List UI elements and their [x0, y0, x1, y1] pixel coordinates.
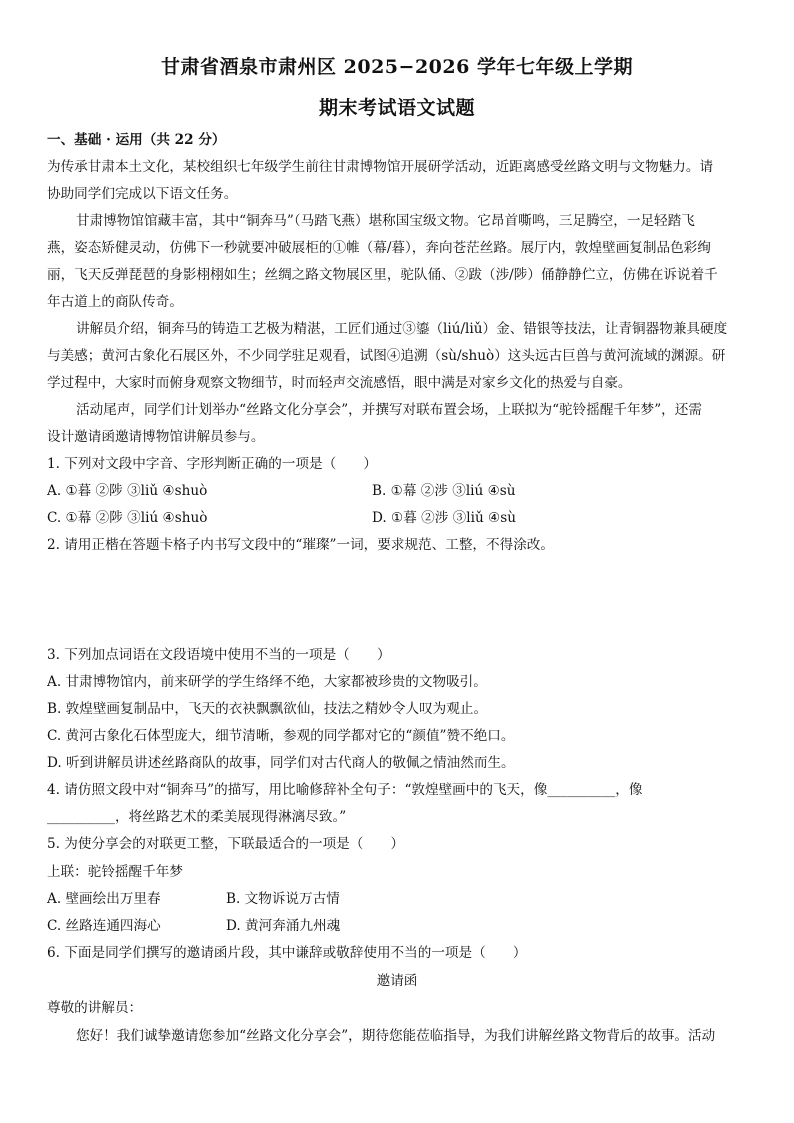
q1-option-a: A. ①暮 ②陟 ③liǔ ④shuò	[47, 483, 208, 499]
section-heading: 一、基础 · 运用（共 22 分）	[47, 132, 226, 148]
q1-option-c: C. ①幕 ②陟 ③liú ④shuò	[47, 510, 208, 526]
question-3-stem: 3. 下列加点词语在文段语境中使用不当的一项是（ ）	[47, 647, 391, 663]
question-6-stem: 6. 下面是同学们撰写的邀请函片段，其中谦辞或敬辞使用不当的一项是（ ）	[47, 945, 527, 961]
q3-option-a: A. 甘肃博物馆内，前来研学的学生络绎不绝，大家都被珍贵的文物吸引。	[47, 674, 487, 690]
page-title: 甘肃省酒泉市肃州区 2025−2026 学年七年级上学期	[161, 56, 633, 78]
passage-line: 燕，姿态矫健灵动，仿佛下一秒就要冲破展柜的①帷（幕/暮），奔向苍茫丝路。展厅内，敦煌壁画复制品色彩绚	[47, 240, 711, 256]
invitation-body: 您好！我们诚挚邀请您参加“丝路文化分享会”，期待您能莅临指导，为我们讲解丝路文物背后的故事。活动	[76, 1028, 716, 1044]
invitation-title: 邀请函	[376, 973, 418, 989]
question-2-stem: 2. 请用正楷在答题卡格子内书写文段中的“璀璨”一词，要求规范、工整，不得涂改。	[47, 537, 554, 553]
q3-option-c: C. 黄河古象化石体型庞大，细节清晰，参观的同学都对它的“颜值”赞不绝口。	[47, 728, 515, 744]
q3-option-b: B. 敦煌壁画复制品中，飞天的衣袂飘飘欲仙，技法之精妙令人叹为观止。	[47, 701, 488, 717]
q5-option-b: B. 文物诉说万古情	[226, 891, 340, 907]
passage-line: 设计邀请函邀请博物馆讲解员参与。	[47, 429, 265, 445]
invitation-salutation: 尊敬的讲解员：	[47, 1000, 143, 1016]
couplet-first-line: 上联：驼铃摇醒千年梦	[47, 864, 183, 880]
question-1-stem: 1. 下列对文段中字音、字形判断正确的一项是（ ）	[47, 456, 377, 472]
passage-line: 甘肃博物馆馆藏丰富，其中“铜奔马”（马踏飞燕）堪称国宝级文物。它昂首嘶鸣，三足腾空，一足轻踏飞	[76, 213, 695, 229]
question-4-stem-cont: __________，将丝路艺术的柔美展现得淋漓尽致。”	[47, 809, 347, 825]
passage-line: 丽，飞天反弹琵琶的身影栩栩如生；丝绸之路文物展区里，驼队俑、②跋（涉/陟）俑静静伫立，仿佛在诉说着千	[47, 267, 718, 283]
question-4-stem: 4. 请仿照文段中对“铜奔马”的描写，用比喻修辞补全句子：“敦煌壁画中的飞天，像__________，像	[47, 782, 643, 798]
q3-option-d: D. 听到讲解员讲述丝路商队的故事，同学们对古代商人的敬佩之情油然而生。	[47, 755, 515, 771]
q5-option-c: C. 丝路连通四海心	[47, 918, 161, 934]
passage-line: 活动尾声，同学们计划举办“丝路文化分享会”，并撰写对联布置会场，上联拟为“驼铃摇醒千年梦”，还需	[76, 402, 702, 418]
intro-line: 协助同学们完成以下语文任务。	[47, 186, 238, 202]
q5-option-a: A. 壁画绘出万里春	[47, 891, 161, 907]
intro-line: 为传承甘肃本土文化，某校组织七年级学生前往甘肃博物馆开展研学活动，近距离感受丝路文明与文物魅力。请	[47, 159, 714, 175]
passage-line: 年古道上的商队传奇。	[47, 294, 183, 310]
q1-option-d: D. ①暮 ②涉 ③liǔ ④sù	[372, 510, 516, 526]
q5-option-d: D. 黄河奔涌九州魂	[226, 918, 341, 934]
passage-line: 与美感；黄河古象化石展区外，不少同学驻足观看，试图④追溯（sù/shuò）这头远古巨兽与黄河流域的渊源。研	[47, 348, 726, 364]
page-subtitle: 期末考试语文试题	[318, 97, 475, 119]
passage-line: 学过程中，大家时而俯身观察文物细节，时而轻声交流感悟，眼中满是对家乡文化的热爱与自豪。	[47, 375, 632, 391]
question-5-stem: 5. 为使分享会的对联更工整，下联最适合的一项是（ ）	[47, 836, 405, 852]
q1-option-b: B. ①幕 ②涉 ③liú ④sù	[372, 483, 516, 499]
passage-line: 讲解员介绍，铜奔马的铸造工艺极为精湛，工匠们通过③鎏（liú/liǔ）金、错银等技法，让青铜器物兼具硬度	[76, 321, 728, 337]
